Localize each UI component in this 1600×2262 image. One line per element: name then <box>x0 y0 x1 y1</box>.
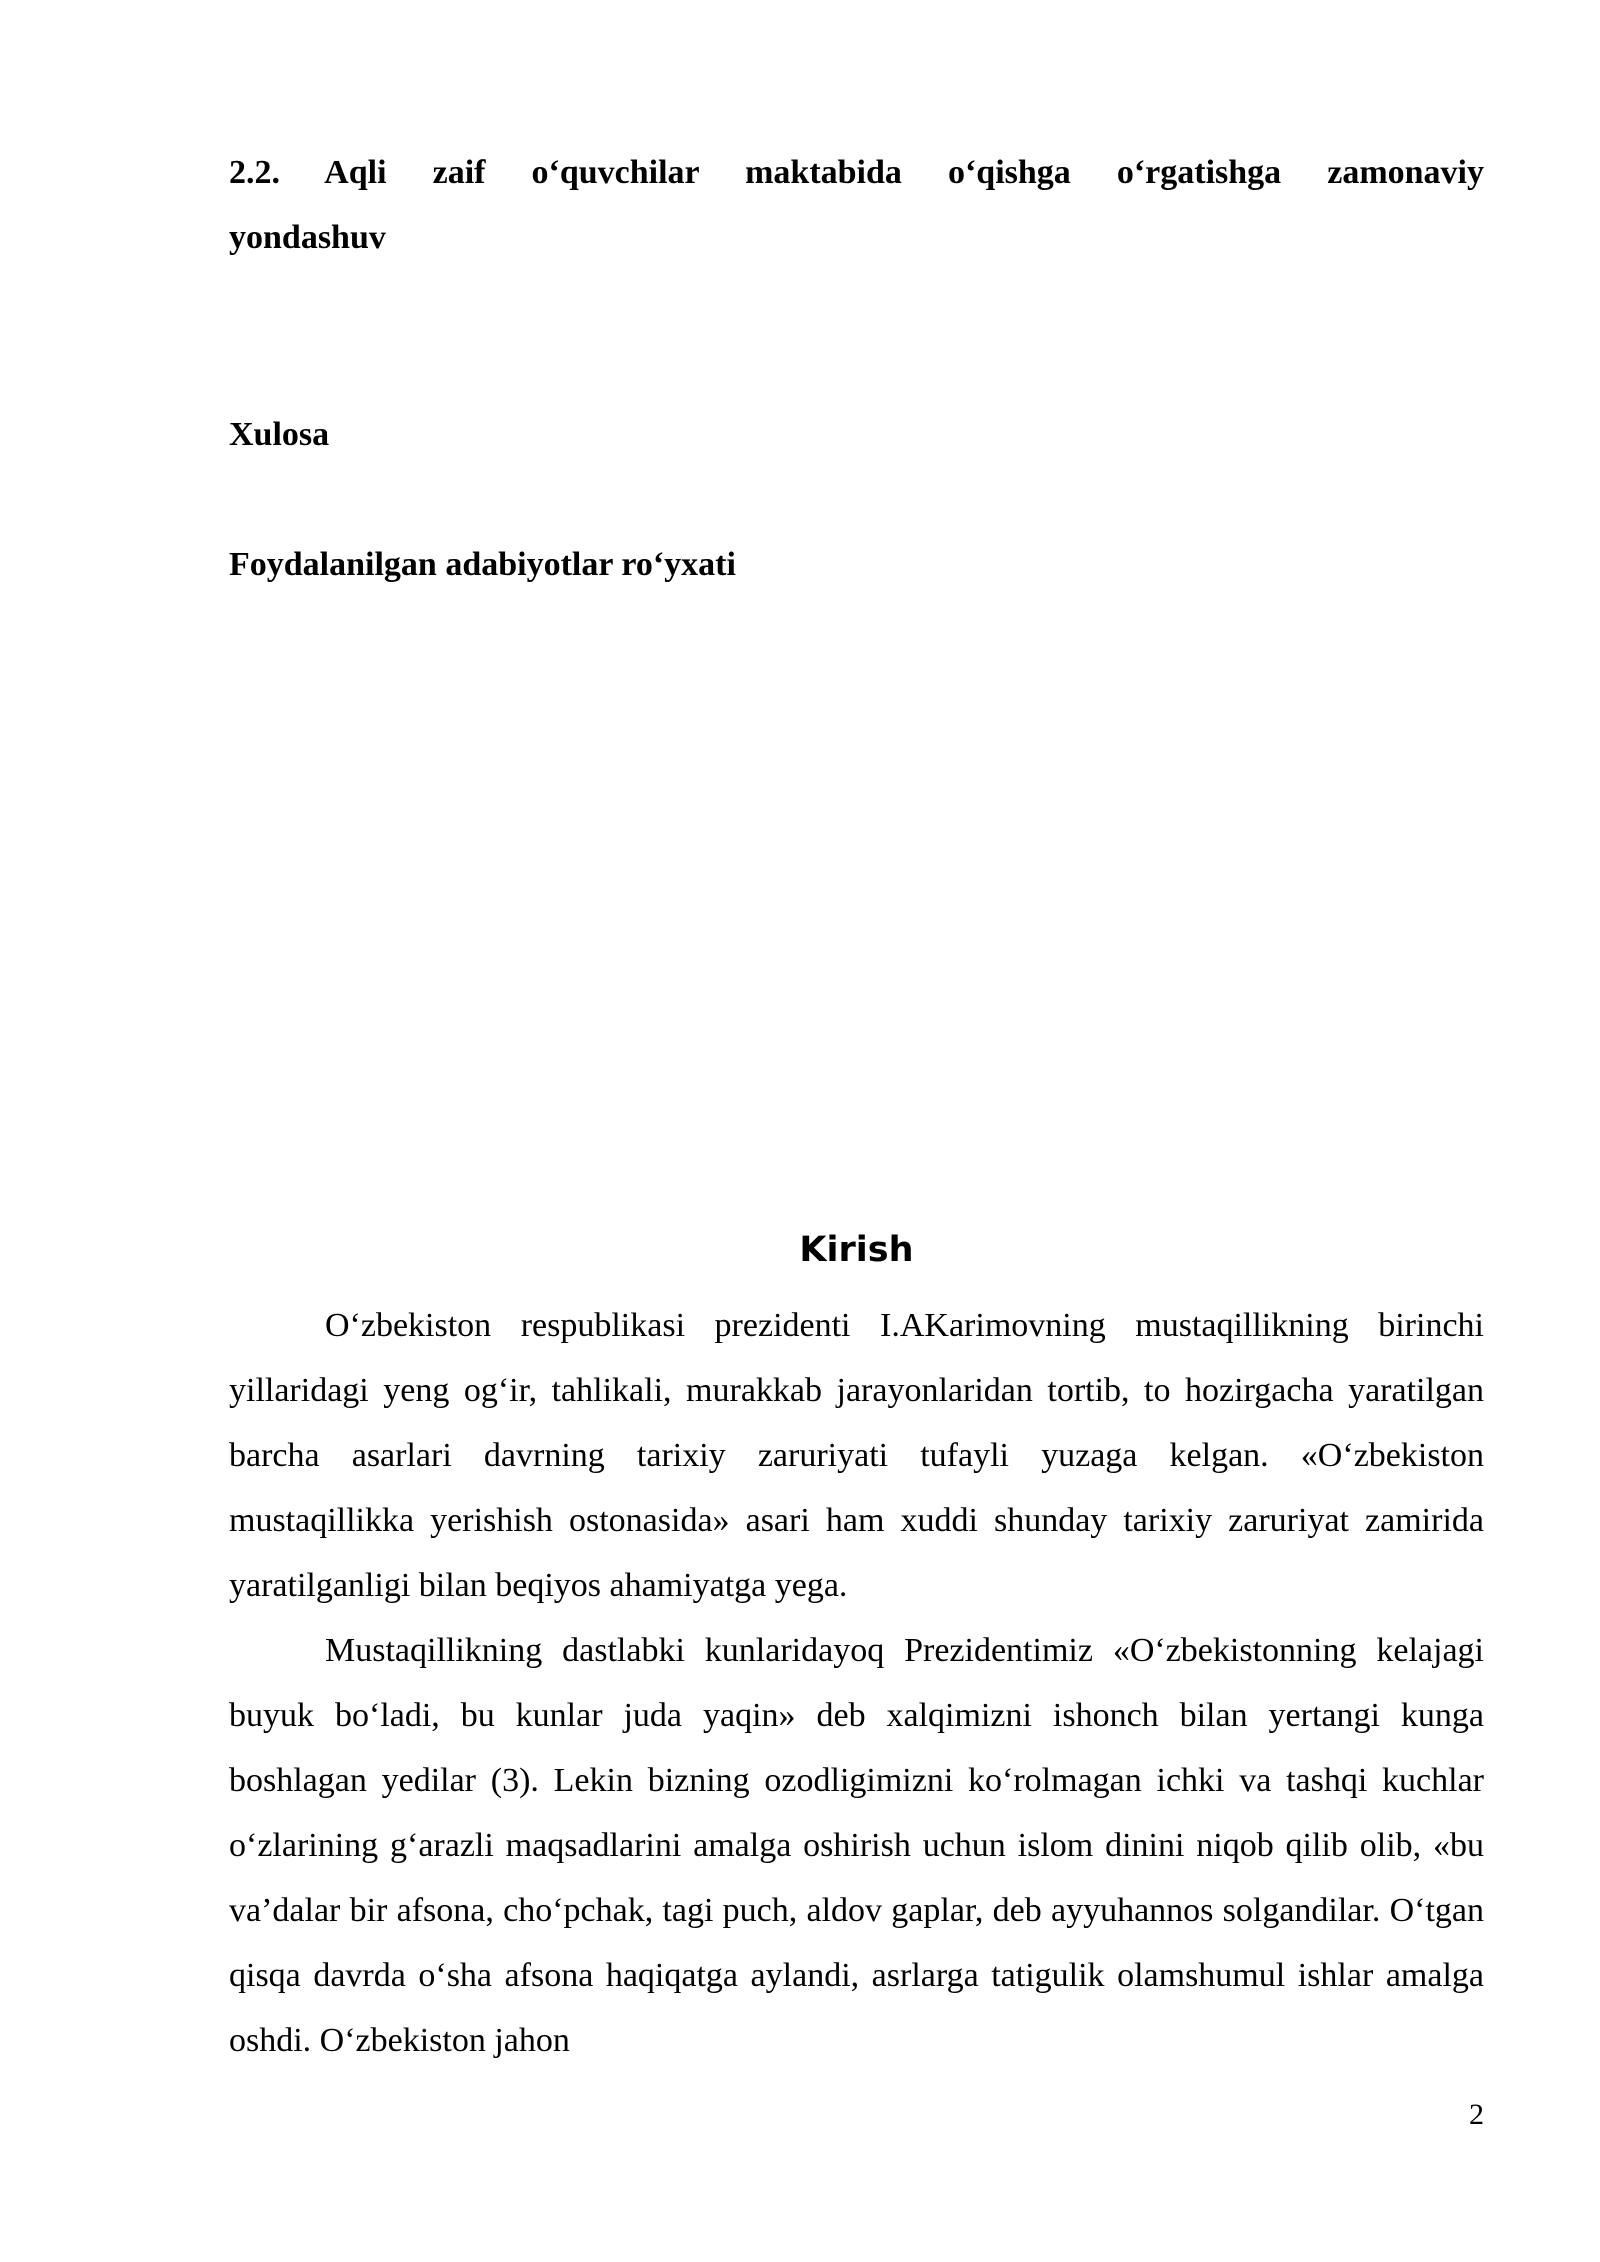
toc-item-references <box>229 532 1484 597</box>
toc-conclusion-label: Xulosa <box>229 416 330 453</box>
toc-item-2-2-line1: 2.2. Aqli zaif o‘quvchilar maktabida o‘qishga o‘rgatishga zamonaviy <box>229 154 1484 191</box>
toc-item-2-2-line2: yondashuv <box>229 219 386 256</box>
section-body <box>229 1293 1484 2073</box>
toc-item-conclusion <box>229 402 1484 467</box>
body-paragraph: O‘zbekiston respublikasi prezidenti I.AKarimovning mustaqillikning birinchi yillaridagi yeng og‘ir, tahlikali, murakkab jarayonlaridan tortib, to hozirgacha yaratilgan barcha asarlari davrning tarixiy zaruriyati tufayli yuzaga kelgan. «O‘zbekiston mustaqillikka yerishish ostonasida» asari ham xuddi shunday tarixiy zaruriyat zamirida yaratilganligi bilan beqiyos ahamiyatga yega. <box>229 1307 1484 1604</box>
section-title: Kirish <box>799 1230 914 1270</box>
toc-item-2-2 <box>229 140 1484 270</box>
page-number: 2 <box>1469 2098 1484 2131</box>
toc-references-label: Foydalanilgan adabiyotlar ro‘yxati <box>229 546 736 583</box>
body-paragraph: Mustaqillikning dastlabki kunlaridayoq Prezidentimiz «O‘zbekistonning kelajagi buyuk bo‘ladi, bu kunlar juda yaqin» deb xalqimizni ishonch bilan yertangi kunga boshlagan yedilar (3). Lekin bizning ozodligimizni ko‘rolmagan ichki va tashqi kuchlar o‘zlarining g‘arazli maqsadlarini amalga oshirish uchun islom dinini niqob qilib olib, «bu va’dalar bir afsona, cho‘pchak, tagi puch, aldov gaplar, deb ayyuhannos solgandilar. O‘tgan qisqa davrda o‘sha afsona haqiqatga aylandi, asrlarga tatigulik olamshumul ishlar amalga oshdi. O‘zbekiston jahon <box>229 1632 1484 2059</box>
